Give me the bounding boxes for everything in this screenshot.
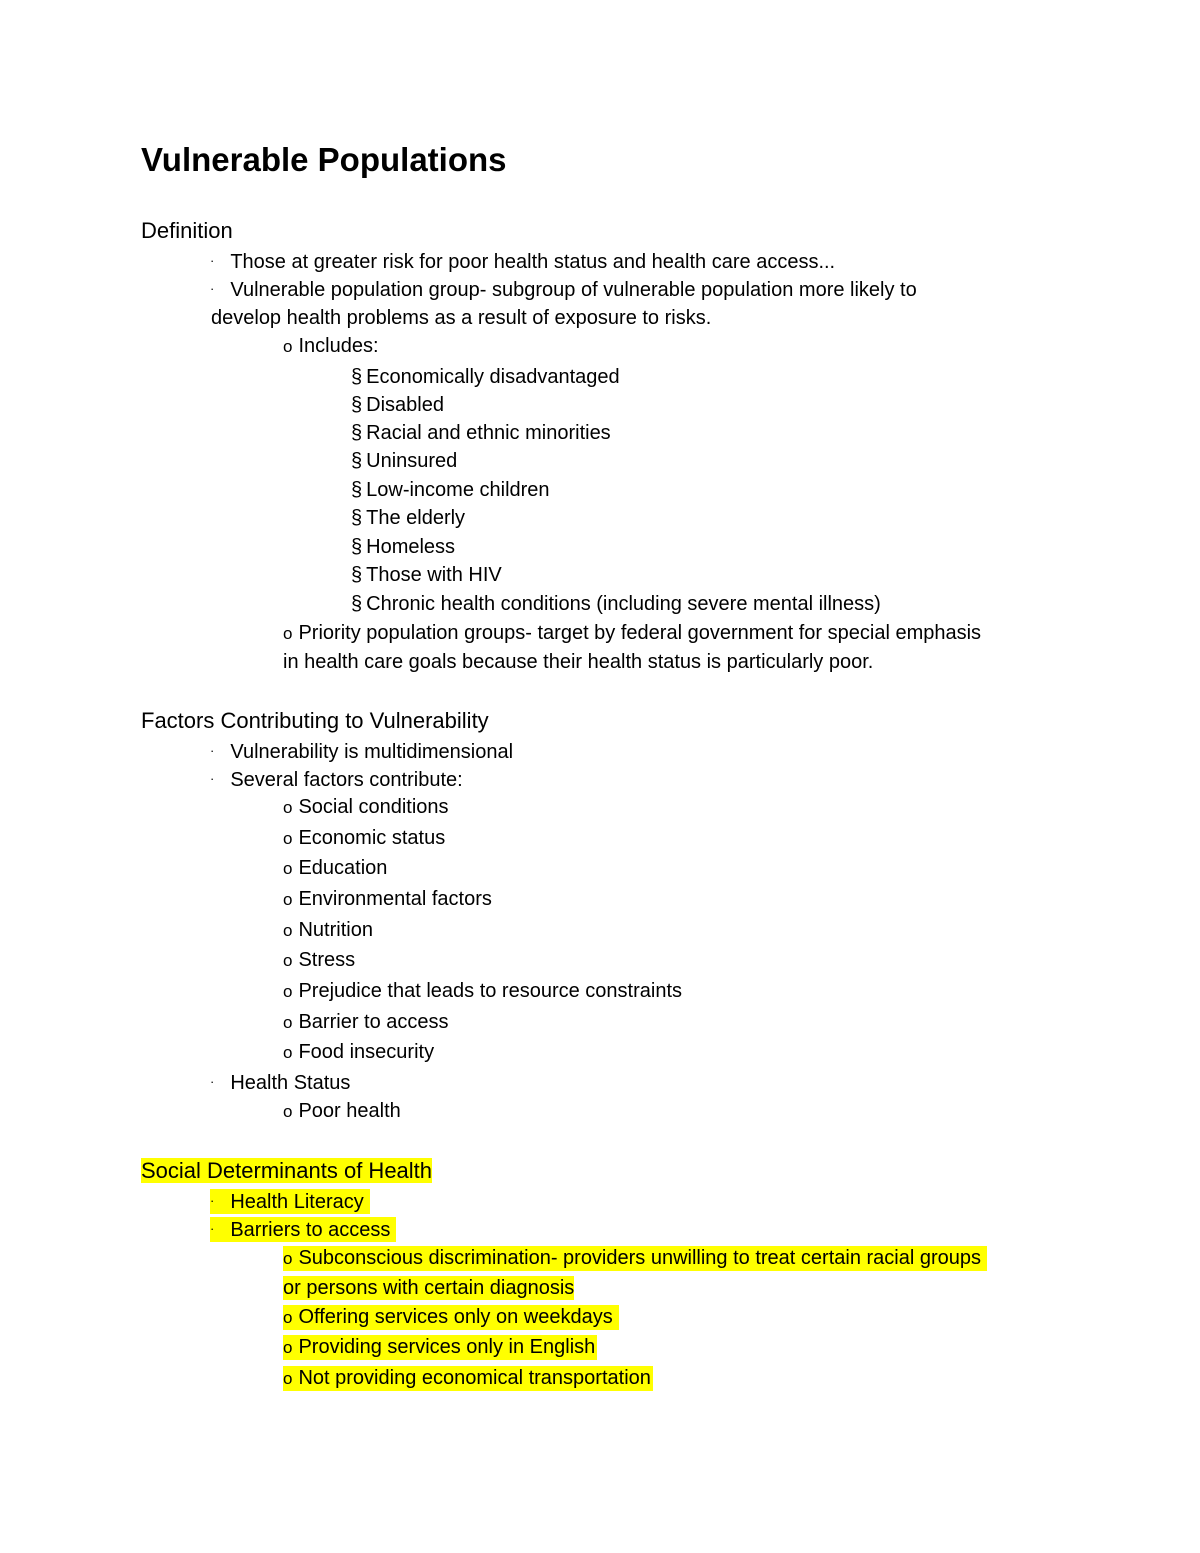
list-item-text: Economically disadvantaged [366,366,620,388]
bullet-circle-icon: o [283,337,293,356]
section-heading-sdoh [141,1158,432,1184]
bullet-circle-icon: o [283,1369,293,1388]
list-item [283,918,373,943]
bullet-circle-icon: o [283,624,293,643]
list-item-text: Several factors contribute: [230,769,463,791]
bullet-circle-icon: o [283,921,293,940]
list-item [283,887,492,912]
list-item-text: Nutrition [298,919,373,941]
list-item [351,393,444,417]
list-item-text: Education [298,857,388,879]
list-item [351,365,620,389]
list-item-text: Chronic health conditions (including severe mental illness) [366,593,881,615]
list-item [283,334,379,359]
list-item [283,1040,434,1065]
list-item-text: Priority population groups- target by federal government for special emphasis [298,622,982,644]
list-item [351,421,611,445]
bullet-section-icon: § [351,450,363,472]
section-heading-factors: Factors Contributing to Vulnerability [141,708,489,733]
list-item [210,249,835,274]
bullet-section-icon: § [351,479,363,501]
bullet-dot-icon: · [210,1193,215,1208]
list-item-text: Providing services only in English [298,1336,596,1358]
bullet-circle-icon: o [283,890,293,909]
list-item-text: Food insecurity [298,1041,435,1063]
list-item [351,535,455,559]
list-item [210,1217,396,1242]
list-item [351,563,502,587]
bullet-dot-icon: · [210,743,215,758]
list-item-text: The elderly [366,507,466,529]
bullet-section-icon: § [351,536,363,558]
list-item-text: Health Literacy [230,1191,364,1213]
list-item-text: Barrier to access [298,1011,449,1033]
list-item-text: Environmental factors [298,888,492,910]
bullet-dot-icon: · [210,253,215,268]
list-item [283,1366,653,1391]
list-item [351,592,881,616]
list-item [210,1189,370,1214]
bullet-section-icon: § [351,394,363,416]
list-item [210,277,917,302]
section-heading-definition: Definition [141,218,233,243]
list-item-text: Uninsured [366,450,458,472]
list-item-text: Disabled [366,394,444,416]
list-item-text: Health Status [230,1072,351,1094]
list-item [351,478,550,502]
bullet-circle-icon: o [283,1102,293,1121]
list-item [210,767,463,792]
list-item-text: Those at greater risk for poor health status and health care access... [230,251,836,273]
list-item [351,506,465,530]
bullet-circle-icon: o [283,1013,293,1032]
list-item-text: Those with HIV [366,564,502,586]
list-item [283,1305,619,1330]
list-item-text: Prejudice that leads to resource constraints [298,980,683,1002]
list-item-text: Subconscious discrimination- providers unwilling to treat certain racial groups [298,1247,982,1269]
bullet-circle-icon: o [283,1338,293,1357]
list-item-text: Includes: [298,335,379,357]
bullet-section-icon: § [351,422,363,444]
highlighted-text: Social Determinants of Health [141,1158,433,1183]
bullet-circle-icon: o [283,798,293,817]
list-item-continuation: in health care goals because their health status is particularly poor. [283,651,874,673]
list-item [283,826,445,851]
list-item [351,449,457,473]
bullet-dot-icon: · [210,1074,215,1089]
bullet-dot-icon: · [210,281,215,296]
list-item-text: Not providing economical transportation [298,1367,651,1389]
list-item-text: Poor health [298,1100,401,1122]
bullet-circle-icon: o [283,829,293,848]
list-item [283,948,355,973]
bullet-circle-icon: o [283,859,293,878]
list-item [283,795,449,820]
list-item [283,856,387,881]
list-item-text: Racial and ethnic minorities [366,422,611,444]
list-item-text: Social conditions [298,796,449,818]
bullet-section-icon: § [351,366,363,388]
list-item-text: Vulnerability is multidimensional [230,741,514,763]
list-item-text: Vulnerable population group- subgroup of vulnerable population more likely to [230,279,917,301]
bullet-circle-icon: o [283,1308,293,1327]
list-item-text: Low-income children [366,479,550,501]
bullet-circle-icon: o [283,951,293,970]
list-item [283,1246,987,1271]
bullet-circle-icon: o [283,1043,293,1062]
list-item-continuation: develop health problems as a result of exposure to risks. [211,307,712,329]
list-item-text: Barriers to access [230,1219,391,1241]
list-item-text: Offering services only on weekdays [298,1306,613,1328]
list-item [283,979,682,1004]
bullet-section-icon: § [351,507,363,529]
bullet-section-icon: § [351,593,363,615]
list-item-text: Homeless [366,536,456,558]
bullet-dot-icon: · [210,1221,215,1236]
bullet-circle-icon: o [283,1249,293,1268]
list-item [283,1010,449,1035]
list-item [210,1070,350,1095]
list-item [210,739,513,764]
bullet-circle-icon: o [283,982,293,1001]
page-title: Vulnerable Populations [141,141,507,178]
list-item [283,1099,401,1124]
list-item [283,621,981,646]
bullet-dot-icon: · [210,771,215,786]
list-item-continuation: or persons with certain diagnosis [283,1277,575,1299]
list-item [283,1335,597,1360]
list-item-text: Stress [298,949,356,971]
list-item-text: Economic status [298,827,446,849]
bullet-section-icon: § [351,564,363,586]
